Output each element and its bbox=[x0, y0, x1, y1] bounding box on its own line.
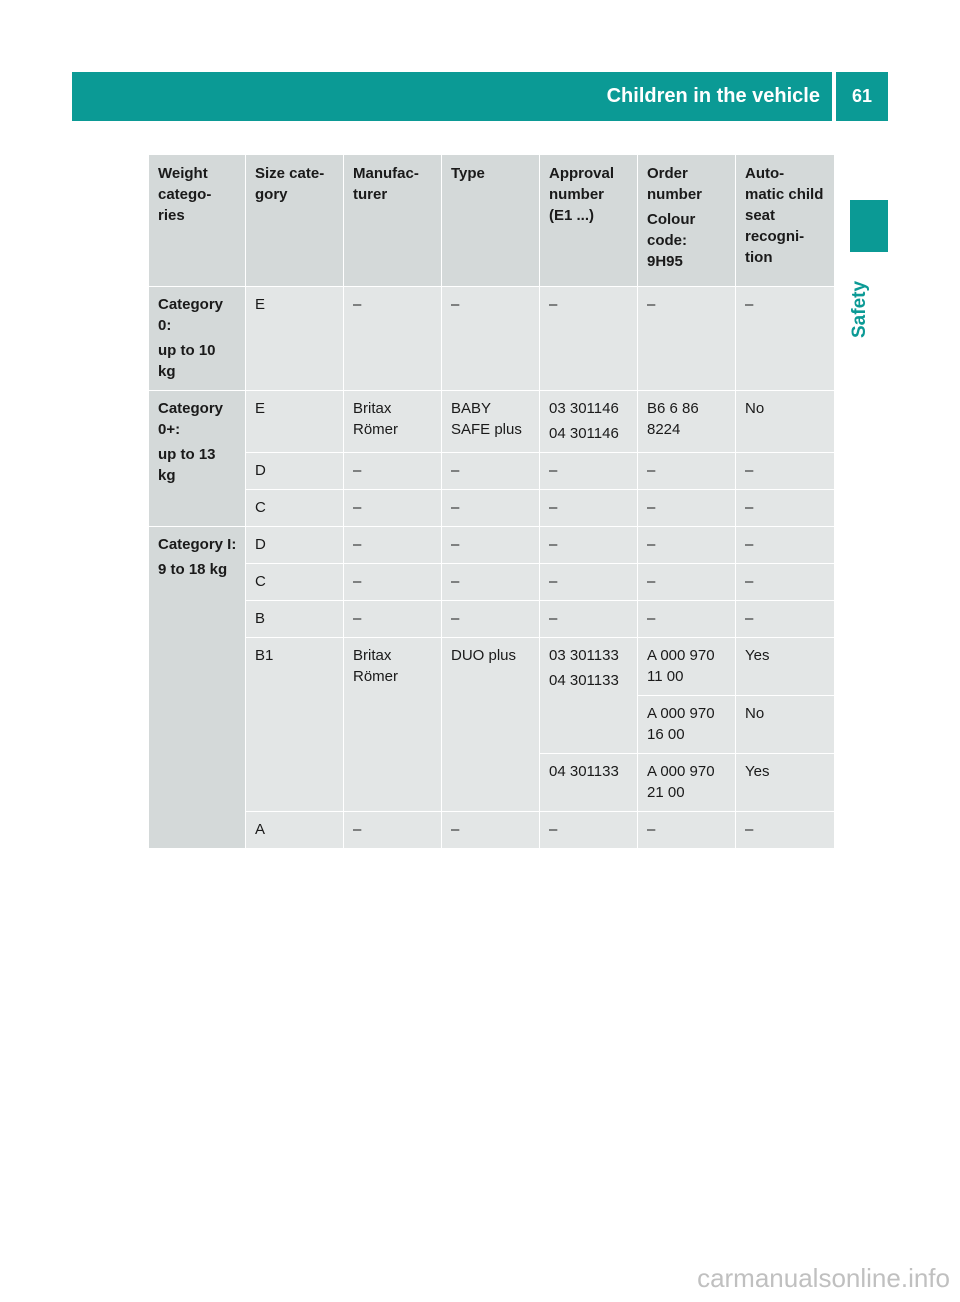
table-row bbox=[149, 391, 835, 453]
cell-text: E bbox=[255, 296, 266, 313]
size-cell bbox=[246, 564, 344, 601]
table-row bbox=[149, 287, 835, 391]
cell-text: Weight catego- ries bbox=[158, 165, 212, 224]
cell-text: B1 bbox=[255, 647, 274, 664]
auto-recognition-cell bbox=[736, 638, 835, 696]
size-cell bbox=[246, 527, 344, 564]
cell-text: Category 0: bbox=[158, 296, 224, 334]
cell-text: A 000 970 21 00 bbox=[647, 763, 715, 801]
type-cell bbox=[442, 564, 540, 601]
column-header bbox=[344, 155, 442, 287]
auto-recognition-cell bbox=[736, 601, 835, 638]
manufacturer-cell bbox=[344, 812, 442, 849]
order-number-cell bbox=[638, 490, 736, 527]
table-header-row bbox=[149, 155, 835, 287]
cell-text: – bbox=[745, 536, 754, 553]
cell-text: – bbox=[745, 296, 754, 313]
type-cell bbox=[442, 287, 540, 391]
cell-text: Type bbox=[451, 165, 485, 182]
size-cell bbox=[246, 812, 344, 849]
auto-recognition-cell bbox=[736, 754, 835, 812]
column-header bbox=[638, 155, 736, 287]
cell-text: – bbox=[353, 610, 362, 627]
cell-text: – bbox=[745, 610, 754, 627]
cell-text: – bbox=[745, 573, 754, 590]
cell-text: A 000 970 16 00 bbox=[647, 705, 715, 743]
type-cell bbox=[442, 812, 540, 849]
order-number-cell bbox=[638, 453, 736, 490]
column-header bbox=[736, 155, 835, 287]
column-header bbox=[442, 155, 540, 287]
cell-text: A bbox=[255, 821, 266, 838]
column-header bbox=[540, 155, 638, 287]
approval-cell bbox=[540, 287, 638, 391]
cell-text: 04 301146 bbox=[549, 425, 619, 442]
approval-cell bbox=[540, 638, 638, 754]
weight-category-cell bbox=[149, 287, 246, 391]
cell-text: – bbox=[647, 499, 656, 516]
watermark: carmanualsonline.info bbox=[697, 1263, 950, 1293]
type-cell bbox=[442, 638, 540, 812]
column-header bbox=[149, 155, 246, 287]
cell-text: – bbox=[549, 610, 558, 627]
cell-text: Size cate- gory bbox=[255, 165, 325, 203]
approval-cell bbox=[540, 564, 638, 601]
cell-text: – bbox=[549, 499, 558, 516]
order-number-cell bbox=[638, 287, 736, 391]
cell-text: Approval number (E1 ...) bbox=[549, 165, 615, 224]
cell-text: – bbox=[647, 573, 656, 590]
size-cell bbox=[246, 601, 344, 638]
cell-text: 03 301133 bbox=[549, 647, 619, 664]
cell-text: – bbox=[745, 499, 754, 516]
order-number-cell bbox=[638, 391, 736, 453]
cell-text: – bbox=[353, 536, 362, 553]
cell-text: – bbox=[647, 821, 656, 838]
approval-cell bbox=[540, 754, 638, 812]
cell-text: DUO plus bbox=[451, 647, 517, 664]
cell-text: – bbox=[549, 821, 558, 838]
approval-cell bbox=[540, 391, 638, 453]
cell-text: – bbox=[549, 296, 558, 313]
cell-text: Colour code: 9H95 bbox=[647, 211, 696, 270]
cell-text: 04 301133 bbox=[549, 763, 619, 780]
auto-recognition-cell bbox=[736, 391, 835, 453]
cell-text: Yes bbox=[745, 763, 770, 780]
order-number-cell bbox=[638, 527, 736, 564]
cell-text: – bbox=[353, 462, 362, 479]
section-title: Children in the vehicle bbox=[606, 85, 820, 107]
manufacturer-cell bbox=[344, 391, 442, 453]
auto-recognition-cell bbox=[736, 490, 835, 527]
approval-cell bbox=[540, 490, 638, 527]
auto-recognition-cell bbox=[736, 696, 835, 754]
manufacturer-cell bbox=[344, 638, 442, 812]
approval-cell bbox=[540, 527, 638, 564]
side-tab bbox=[846, 258, 874, 338]
order-number-cell bbox=[638, 638, 736, 696]
weight-category-cell bbox=[149, 391, 246, 527]
table-row bbox=[149, 453, 835, 490]
cell-text: – bbox=[549, 536, 558, 553]
order-number-cell bbox=[638, 754, 736, 812]
cell-text: Yes bbox=[745, 647, 770, 664]
manufacturer-cell bbox=[344, 490, 442, 527]
child-seat-table bbox=[148, 154, 835, 849]
type-cell bbox=[442, 490, 540, 527]
size-cell bbox=[246, 490, 344, 527]
cell-text: up to 10 kg bbox=[158, 342, 216, 380]
cell-text: – bbox=[745, 462, 754, 479]
cell-text: 04 301133 bbox=[549, 672, 619, 689]
table-row bbox=[149, 812, 835, 849]
order-number-cell bbox=[638, 564, 736, 601]
size-cell bbox=[246, 391, 344, 453]
table-row bbox=[149, 527, 835, 564]
page-number: 61 bbox=[836, 72, 888, 121]
type-cell bbox=[442, 453, 540, 490]
table-row bbox=[149, 601, 835, 638]
cell-text: No bbox=[745, 705, 765, 722]
cell-text: Manufac- turer bbox=[353, 165, 419, 203]
cell-text: Britax Römer bbox=[353, 647, 399, 685]
cell-text: B bbox=[255, 610, 266, 627]
size-cell bbox=[246, 453, 344, 490]
auto-recognition-cell bbox=[736, 527, 835, 564]
approval-cell bbox=[540, 453, 638, 490]
cell-text: – bbox=[549, 573, 558, 590]
cell-text: D bbox=[255, 536, 266, 553]
approval-cell bbox=[540, 601, 638, 638]
table-row bbox=[149, 490, 835, 527]
cell-text: 9 to 18 kg bbox=[158, 561, 228, 578]
cell-text: – bbox=[647, 296, 656, 313]
table-row bbox=[149, 638, 835, 696]
header-bar bbox=[72, 72, 832, 121]
side-tab-label: Safety bbox=[849, 280, 870, 338]
cell-text: – bbox=[451, 573, 460, 590]
cell-text: – bbox=[451, 296, 460, 313]
cell-text: BABY SAFE plus bbox=[451, 400, 522, 438]
manufacturer-cell bbox=[344, 453, 442, 490]
cell-text: Category I: bbox=[158, 536, 237, 553]
cell-text: – bbox=[745, 821, 754, 838]
cell-text: C bbox=[255, 499, 266, 516]
cell-text: Britax Römer bbox=[353, 400, 399, 438]
table-body bbox=[149, 287, 835, 849]
manufacturer-cell bbox=[344, 527, 442, 564]
cell-text: A 000 970 11 00 bbox=[647, 647, 715, 685]
cell-text: – bbox=[451, 536, 460, 553]
approval-cell bbox=[540, 812, 638, 849]
cell-text: D bbox=[255, 462, 266, 479]
cell-text: Order number bbox=[647, 165, 703, 203]
type-cell bbox=[442, 527, 540, 564]
cell-text: Category 0+: bbox=[158, 400, 224, 438]
cell-text: up to 13 kg bbox=[158, 446, 216, 484]
side-tab-marker bbox=[850, 200, 888, 252]
weight-category-cell bbox=[149, 527, 246, 849]
type-cell bbox=[442, 601, 540, 638]
cell-text: No bbox=[745, 400, 765, 417]
cell-text: Auto- matic child seat recogni- tion bbox=[745, 165, 824, 266]
cell-text: – bbox=[353, 573, 362, 590]
table-row bbox=[149, 564, 835, 601]
cell-text: – bbox=[451, 821, 460, 838]
auto-recognition-cell bbox=[736, 453, 835, 490]
size-cell bbox=[246, 287, 344, 391]
cell-text: C bbox=[255, 573, 266, 590]
type-cell bbox=[442, 391, 540, 453]
manufacturer-cell bbox=[344, 564, 442, 601]
manufacturer-cell bbox=[344, 287, 442, 391]
cell-text: – bbox=[647, 462, 656, 479]
order-number-cell bbox=[638, 812, 736, 849]
manufacturer-cell bbox=[344, 601, 442, 638]
cell-text: – bbox=[647, 610, 656, 627]
cell-text: – bbox=[647, 536, 656, 553]
cell-text: – bbox=[353, 821, 362, 838]
auto-recognition-cell bbox=[736, 564, 835, 601]
cell-text: E bbox=[255, 400, 266, 417]
cell-text: – bbox=[451, 499, 460, 516]
order-number-cell bbox=[638, 601, 736, 638]
cell-text: – bbox=[549, 462, 558, 479]
cell-text: 03 301146 bbox=[549, 400, 619, 417]
cell-text: – bbox=[451, 610, 460, 627]
cell-text: – bbox=[353, 296, 362, 313]
auto-recognition-cell bbox=[736, 287, 835, 391]
order-number-cell bbox=[638, 696, 736, 754]
cell-text: – bbox=[451, 462, 460, 479]
cell-text: – bbox=[353, 499, 362, 516]
size-cell bbox=[246, 638, 344, 812]
column-header bbox=[246, 155, 344, 287]
auto-recognition-cell bbox=[736, 812, 835, 849]
cell-text: B6 6 86 8224 bbox=[647, 400, 699, 438]
